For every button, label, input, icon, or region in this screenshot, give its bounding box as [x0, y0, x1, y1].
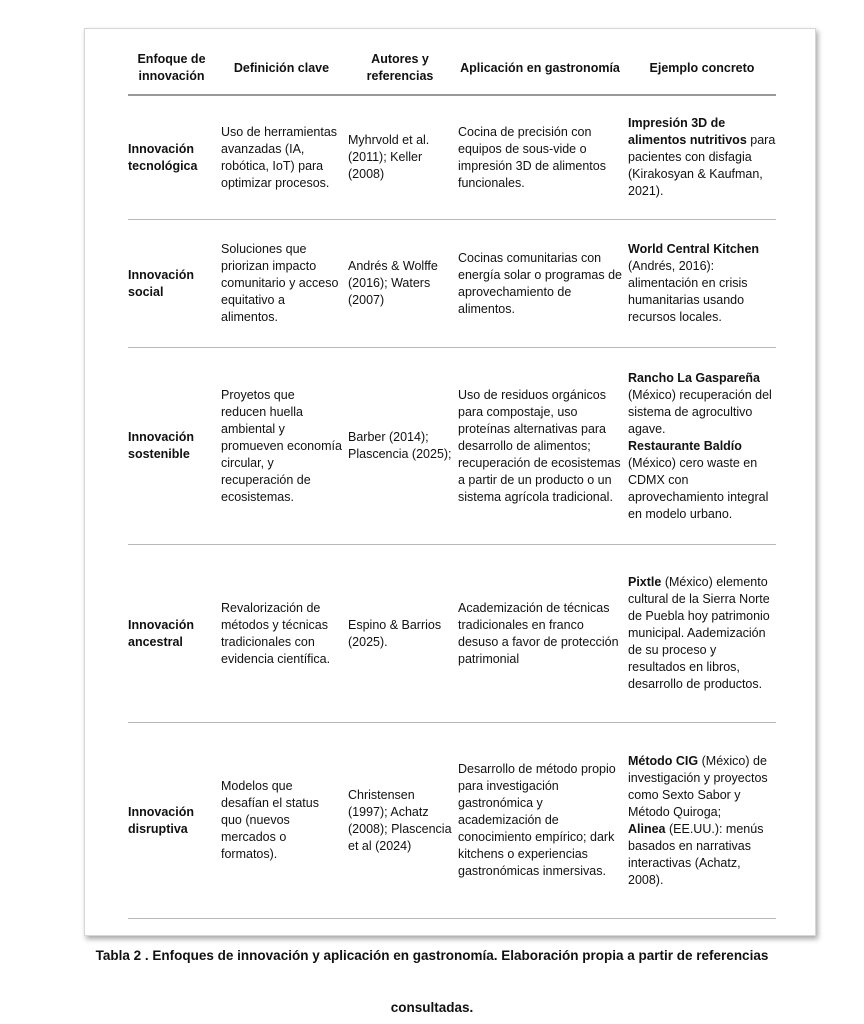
row-ejemplo — [628, 96, 776, 219]
row-aplicacion: Cocinas comunitarias con energía solar o programas de aprovechamiento de alimentos. — [458, 250, 622, 316]
row-aplicacion: Academización de técnicas tradicionales en franco desuso a favor de protección patrimonial — [458, 600, 619, 666]
table-header-row — [128, 42, 776, 96]
table-row — [128, 96, 776, 220]
header-ejemplo: Ejemplo concreto — [649, 60, 755, 75]
ejemplo-text: (México) elemento cultural de la Sierra Norte de Puebla hoy patrimonio municipal. Aademización de su proceso y resultados en libros, desarrollo de productos. — [628, 575, 770, 691]
row-enfoque: Innovación tecnológica — [128, 141, 198, 173]
row-enfoque: Innovación social — [128, 267, 194, 299]
table-caption-continued: consultadas. — [390, 1000, 474, 1015]
header-autores: Autores y referencias — [366, 52, 434, 83]
table-row — [128, 348, 776, 545]
row-aplicacion: Cocina de precisión con equipos de sous-vide o impresión 3D de alimentos funcionales. — [458, 124, 606, 190]
row-autores: Andrés & Wolffe (2016); Waters (2007) — [348, 259, 438, 307]
ejemplo-text: (México) de investigación y proyectos como Sexto Sabor y Método Quiroga; — [628, 753, 768, 819]
row-autores: Christensen (1997); Achatz (2008); Plascencia et al (2024) — [348, 787, 452, 853]
table-row — [128, 220, 776, 348]
table-row — [128, 545, 776, 723]
ejemplo-text: (Andrés, 2016): alimentación en crisis humanitarias usando recursos locales. — [628, 259, 748, 324]
row-definicion: Soluciones que priorizan impacto comunitario y acceso equitativo a alimentos. — [221, 242, 339, 324]
row-autores: Espino & Barrios (2025). — [348, 617, 442, 649]
ejemplo-highlight: Rancho La Gaspareña — [628, 370, 760, 385]
ejemplo-highlight-2: Alinea — [628, 821, 666, 836]
ejemplo-text-2: (EE.UU.): menús basados en narrativas interactivas (Achatz, 2008). — [628, 821, 764, 887]
row-ejemplo — [628, 723, 776, 918]
header-aplicacion: Aplicación en gastronomía — [460, 60, 620, 75]
row-enfoque: Innovación disruptiva — [128, 804, 194, 836]
row-enfoque: Innovación sostenible — [128, 430, 194, 461]
table-caption: Tabla 2 . Enfoques de innovación y aplicación en gastronomía. Elaboración propia a partir de referencias — [95, 948, 769, 963]
ejemplo-highlight: Método CIG — [628, 753, 699, 768]
row-enfoque: Innovación ancestral — [128, 617, 194, 649]
header-definicion: Definición clave — [233, 60, 330, 75]
header-enfoque: Enfoque de innovación — [137, 52, 206, 83]
ejemplo-text: para pacientes con disfagia (Kirakosyan & Kaufman, 2021). — [628, 133, 776, 198]
row-definicion: Revalorización de métodos y técnicas tradicionales con evidencia científica. — [221, 600, 331, 666]
row-definicion: Uso de herramientas avanzadas (IA, robótica, IoT) para optimizar procesos. — [221, 124, 338, 190]
row-autores: Barber (2014); Plascencia (2025); — [348, 430, 452, 461]
ejemplo-text: (México) recuperación del sistema de agrocultivo agave. — [628, 387, 772, 436]
row-definicion: Proyetos que reducen huella ambiental y promueven economía circular, y recuperación de ecosistemas. — [221, 387, 342, 504]
row-ejemplo — [628, 545, 776, 722]
ejemplo-highlight: Pixtle — [628, 575, 662, 589]
row-ejemplo — [628, 348, 776, 544]
ejemplo-text-2: (México) cero waste en CDMX con aprovechamiento integral en modelo urbano. — [628, 455, 769, 521]
ejemplo-highlight: World Central Kitchen — [628, 242, 760, 256]
row-definicion: Modelos que desafían el status quo (nuevos mercados o formatos). — [221, 779, 319, 861]
row-aplicacion: Desarrollo de método propio para investigación gastronómica y academización de conocimiento empírico; dark kitchens o experiencias gastronómicas inmersivas. — [458, 762, 616, 878]
table-row — [128, 723, 776, 919]
row-ejemplo — [628, 220, 776, 347]
row-autores: Myhrvold et al. (2011); Keller (2008) — [348, 133, 430, 181]
ejemplo-highlight-2: Restaurante Baldío — [628, 438, 742, 453]
ejemplo-highlight: Impresión 3D de alimentos nutritivos — [628, 116, 747, 147]
innovation-table — [128, 42, 776, 919]
row-aplicacion: Uso de residuos orgánicos para compostaje, uso proteínas alternativas para desarrollo de alimentos; recuperación de ecosistemas a partir de un producto o un sistema agrícola tradicional. — [458, 387, 621, 504]
